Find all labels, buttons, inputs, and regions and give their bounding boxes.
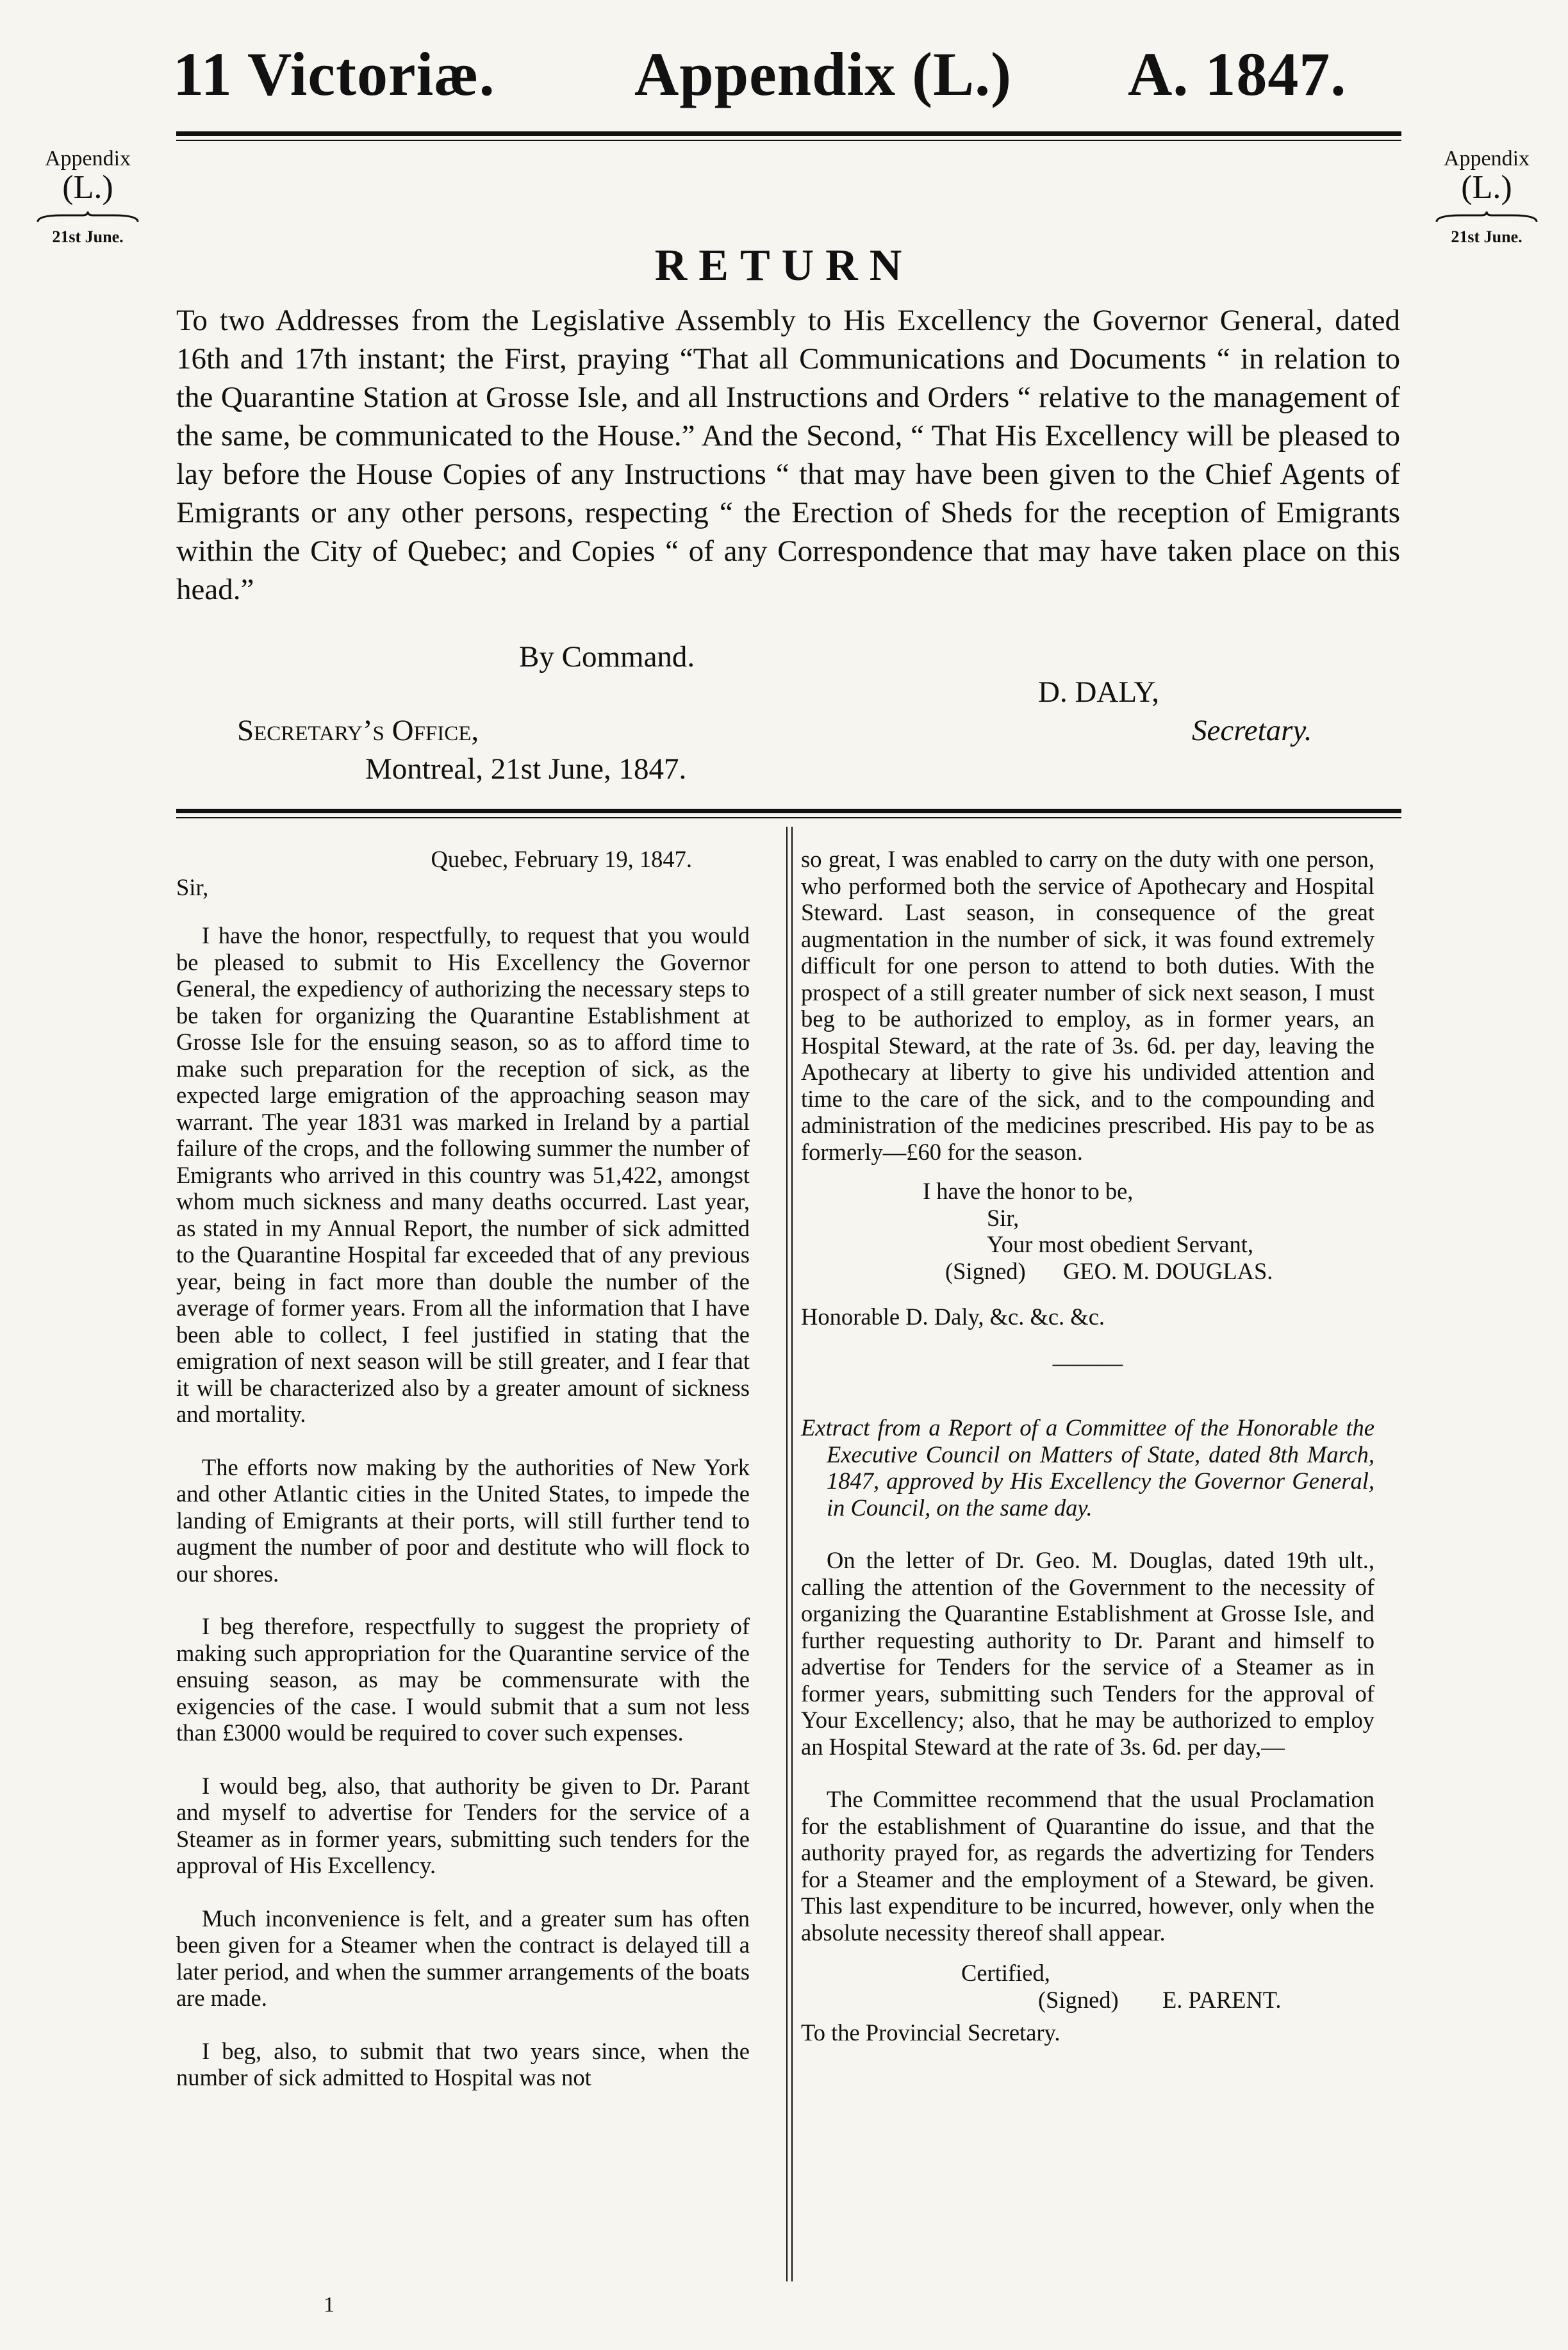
signed-label: (Signed) [945, 1257, 1026, 1284]
salutation: Sir, [176, 873, 209, 900]
signer-title: Secretary. [1192, 714, 1312, 747]
header-rule-thin [176, 140, 1401, 141]
page-number: 1 [324, 2293, 334, 2317]
paragraph: I beg therefore, respectfully to suggest the propriety of making such appropriation for the Quarantine service of the ensuing season, as may be commensurate with the exigencies of the case. I would submit that a sum not less than £3000 would be required to cover such expenses. [176, 1613, 750, 1746]
extract-paragraph: The Committee recommend that the usual Proclamation for the establishment of Quarantine do issue, and that the authority prayed for, as regards the advertizing for Tenders for a Steamer and the employment of a Steward, be given. This last expenditure to be incurred, however, only when the absolute necessity thereof shall appear. [801, 1786, 1374, 1946]
closing-line: I have the honor to be, [923, 1178, 1134, 1204]
margin-label: Appendix [1443, 147, 1530, 170]
letter-continuation: so great, I was enabled to carry on the duty with one person, who performed both the service of Apothecary and Hospital Steward. Last season, in consequence of the great augmentation in the number of sick, it was found extremely difficult for one person to attend to both duties. With the prospect of a still greater number of sick next season, I must beg to be authorized to employ, as in former years, an Hospital Steward, at the rate of 3s. 6d. per day, leaving the Apothecary at liberty to give his undivided attention and time to the care of the sick, and to the compounding and administration of the medicines prescribed. His pay to be as formerly—£60 for the season. [801, 846, 1374, 1165]
margin-date: 21st June. [1451, 227, 1523, 246]
header-appendix: Appendix (L.) [634, 40, 1012, 108]
addressee: Honorable D. Daly, &c. &c. &c. [801, 1303, 1105, 1330]
intro-paragraph: To two Addresses from the Legislative Assembly to His Excellency the Governor General, dated 16th and 17th instant; the First, praying “That all Communications and Documents “ in relation to the Quarantine Station at Grosse Isle, and all Instructions and Orders “ relative to the management of the same, be communicated to the House.” And the Second, “ That His Excellency will be pleased to lay before the House Copies of any Instructions “ that may have been given to the Chief Agents of Emigrants or any other persons, respecting “ the Erection of Sheds for the reception of Emigrants within the City of Quebec; and Copies “ of any Correspondence that may have taken place on this head.” [176, 304, 1400, 606]
closing-sir: Sir, [987, 1204, 1019, 1231]
to-line: To the Provincial Secretary. [801, 2019, 1060, 2046]
margin-label: Appendix [44, 147, 131, 170]
margin-note-left [27, 147, 149, 245]
certified: Certified, [961, 1960, 1050, 1986]
place-date: Montreal, 21st June, 1847. [365, 752, 687, 786]
header-rule [176, 131, 1401, 136]
certifier: E. PARENT. [1162, 1986, 1282, 2013]
paragraph: I have the honor, respectfully, to request that you would be pleased to submit to His Excellency the Governor General, the expediency of authorizing the necessary steps to be taken for organizing the Quarantine Establishment at Grosse Isle for the ensuing season, so as to afford time to make such preparation for the reception of sick, as the expected large emigration of the approaching season may warrant. The year 1831 was marked in Ireland by a partial failure of the crops, and the following summer the number of Emigrants who arrived in this country was 51,422, amongst whom much sickness and many deaths occurred. Last year, as stated in my Annual Report, the number of sick admitted to the Quarantine Hospital far exceeded that of any previous year, being in fact more than double the number of the average of former years. From all the information that I have been able to collect, I feel justified in stating that the emigration of next season will be still greater, and I fear that it will be characterized also by a greater amount of sickness and mortality. [176, 922, 750, 1427]
paragraph: Much inconvenience is felt, and a greater sum has often been given for a Steamer when the contract is delayed till a later period, and when the summer arrangements of the boats are made. [176, 1905, 750, 2011]
office-line: Secretary’s Office, [237, 714, 479, 747]
column-divider [786, 827, 793, 2281]
intro-text [176, 301, 1400, 609]
paragraph: I would beg, also, that authority be given to Dr. Parant and myself to advertise for Tenders for the service of a Steamer as in former years, submitting such tenders for the approval of His Excellency. [176, 1772, 750, 1878]
signer-name: D. DALY, [1038, 675, 1159, 709]
left-column [176, 846, 750, 2091]
separator: ——— [1052, 1349, 1123, 1376]
margin-date: 21st June. [52, 227, 124, 246]
document-title: RETURN [654, 241, 914, 290]
margin-note-right [1426, 147, 1547, 245]
margin-letter: (L.) [1461, 169, 1512, 206]
header-year: A. 1847. [1128, 40, 1347, 108]
extract-heading: Extract from a Report of a Committee of the Honorable the Executive Council on Matters of State, dated 8th March, 1847, approved by His Excellency the Governor General, in Council, on the same day. [801, 1414, 1374, 1521]
paragraph: The efforts now making by the authorities of New York and other Atlantic cities in the United States, to impede the landing of Emigrants at their ports, will still further tend to augment the number of poor and destitute who will flock to our shores. [176, 1453, 750, 1587]
right-column [801, 846, 1374, 2046]
margin-letter: (L.) [62, 169, 113, 206]
extract-paragraph: On the letter of Dr. Geo. M. Douglas, dated 19th ult., calling the attention of the Government to the necessity of organizing the Quarantine Establishment at Grosse Isle, and further requesting authority to Dr. Parant and himself to advertise for Tenders for the service of a Steamer as in former years, submitting such Tenders for the approval of Your Excellency; also, that he may be authorized to employ an Hospital Steward at the rate of 3s. 6d. per day,— [801, 1547, 1374, 1760]
signatory: GEO. M. DOUGLAS. [1062, 1257, 1273, 1284]
header-session: 11 Victoriæ. [173, 40, 495, 108]
paragraph: I beg, also, to submit that two years since, when the number of sick admitted to Hospital was not [176, 2037, 750, 2090]
brace-icon [37, 210, 139, 223]
letter-date: Quebec, February 19, 1847. [431, 846, 692, 872]
signed-label: (Signed) [1038, 1986, 1119, 2013]
section-rule [176, 809, 1401, 813]
section-rule-thin [176, 817, 1401, 818]
brace-icon [1435, 210, 1538, 223]
by-command: By Command. [519, 640, 695, 674]
closing-servant: Your most obedient Servant, [987, 1231, 1254, 1257]
